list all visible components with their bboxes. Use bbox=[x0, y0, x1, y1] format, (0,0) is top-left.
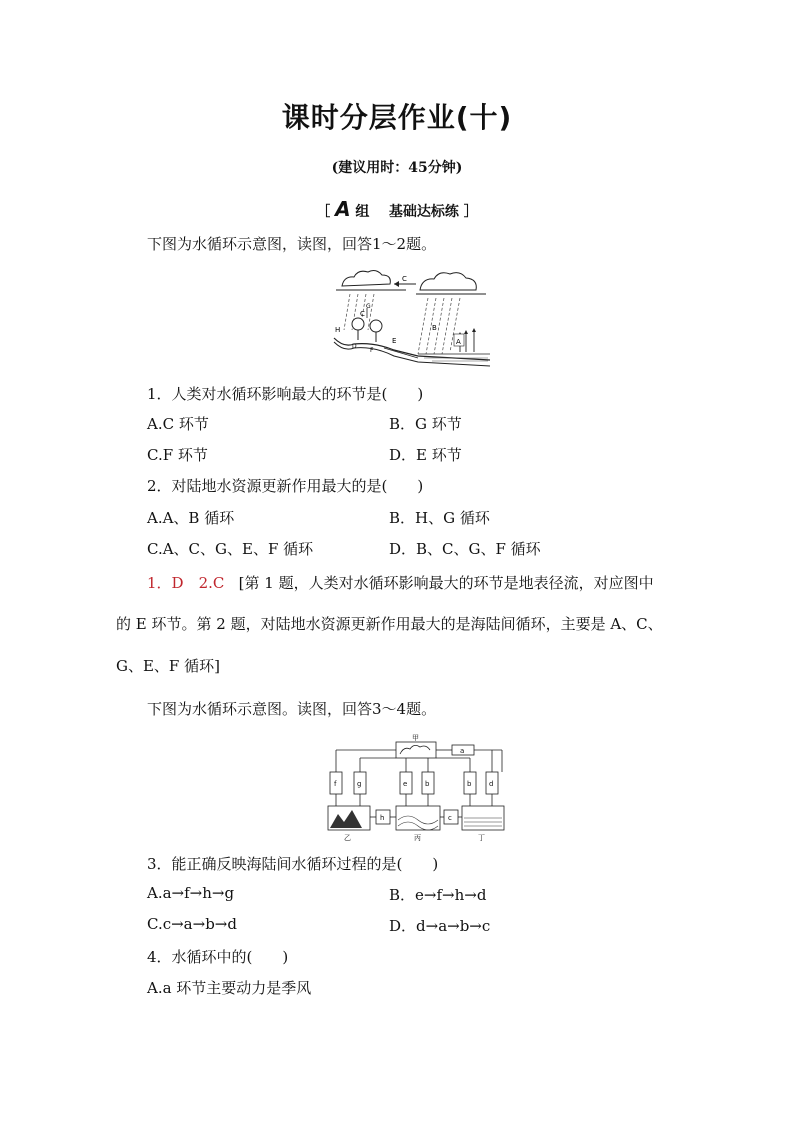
fig2-label-e: e bbox=[403, 780, 408, 788]
q2-option-c[interactable]: C.A、C、G、E、F 循环 bbox=[147, 540, 314, 558]
fig2-label-a: a bbox=[460, 747, 465, 755]
fig2-label-yi: 乙 bbox=[344, 834, 351, 842]
fig1-label-d: D bbox=[352, 343, 357, 350]
q2-stem: 2．对陆地水资源更新作用最大的是( ) bbox=[147, 477, 424, 495]
q2-option-d[interactable]: D．B、C、G、F 循环 bbox=[389, 540, 541, 558]
fig2-label-f: f bbox=[334, 780, 337, 788]
intro-q3-4: 下图为水循环示意图。读图，回答3～4题。 bbox=[147, 700, 437, 718]
q3-option-d[interactable]: D．d→a→b→c bbox=[389, 917, 491, 935]
q1-option-b[interactable]: B．G 环节 bbox=[389, 415, 462, 433]
fig1-label-a: A bbox=[456, 338, 461, 346]
fig1-label-h: H bbox=[335, 326, 341, 334]
section-name: 基础达标练 bbox=[388, 204, 459, 220]
fig1-label-e: E bbox=[392, 337, 397, 345]
fig1-label-b: B bbox=[432, 324, 437, 332]
fig2-label-jia: 甲 bbox=[412, 734, 419, 742]
q4-option-a[interactable]: A.a 环节主要动力是季风 bbox=[147, 979, 312, 997]
water-cycle-figure-2 bbox=[326, 734, 512, 842]
water-cycle-figure-1 bbox=[332, 268, 492, 368]
section-group: 组 bbox=[355, 204, 370, 220]
fig1-label-f: F bbox=[370, 347, 374, 354]
answer-key: 1．D 2.C bbox=[147, 574, 225, 592]
fig2-label-bing: 丙 bbox=[414, 834, 421, 842]
fig1-label-c-top: C bbox=[402, 275, 407, 283]
fig2-label-g: g bbox=[357, 780, 362, 788]
suggested-time: (建议用时：45分钟) bbox=[331, 160, 463, 176]
fig2-label-c: c bbox=[448, 814, 452, 822]
fig2-label-b2: b bbox=[467, 780, 472, 788]
q3-option-b[interactable]: B．e→f→h→d bbox=[389, 886, 487, 904]
q3-stem: 3．能正确反映海陆间水循环过程的是( ) bbox=[147, 855, 439, 873]
fig2-label-b1: b bbox=[425, 780, 430, 788]
q2-option-a[interactable]: A.A、B 循环 bbox=[147, 509, 235, 527]
q1-option-c[interactable]: C.F 环节 bbox=[147, 446, 208, 464]
answer-explanation-3: G、E、F 循环] bbox=[116, 657, 220, 675]
q3-option-a[interactable]: A.a→f→h→g bbox=[147, 884, 235, 902]
answer-line-1 bbox=[147, 572, 654, 593]
q1-option-d[interactable]: D．E 环节 bbox=[389, 446, 462, 464]
section-bracket-close: ］ bbox=[463, 204, 478, 220]
fig2-label-h: h bbox=[380, 814, 385, 822]
section-bracket-open: ［ bbox=[316, 204, 331, 220]
section-letter: A bbox=[335, 197, 351, 221]
fig2-label-ding: 丁 bbox=[478, 834, 485, 842]
fig2-label-d: d bbox=[489, 780, 494, 788]
answer-explanation-2: 的 E 环节。第 2 题，对陆地水资源更新作用最大的是海陆间循环，主要是 A、C、 bbox=[116, 615, 663, 633]
q1-stem: 1．人类对水循环影响最大的环节是( ) bbox=[147, 385, 424, 403]
fig1-label-c: C bbox=[360, 310, 365, 318]
q3-option-c[interactable]: C.c→a→b→d bbox=[147, 915, 237, 933]
answer-explanation-1: [第 1 题，人类对水循环影响最大的环节是地表径流，对应图中 bbox=[238, 574, 654, 592]
fig1-label-g: G bbox=[366, 303, 371, 310]
q4-stem: 4．水循环中的( ) bbox=[147, 948, 289, 966]
q2-option-b[interactable]: B．H、G 循环 bbox=[389, 509, 490, 527]
section-header bbox=[0, 197, 794, 221]
intro-q1-2: 下图为水循环示意图，读图，回答1～2题。 bbox=[147, 235, 437, 253]
page-title: 课时分层作业(十) bbox=[281, 101, 513, 134]
q1-option-a[interactable]: A.C 环节 bbox=[147, 415, 209, 433]
